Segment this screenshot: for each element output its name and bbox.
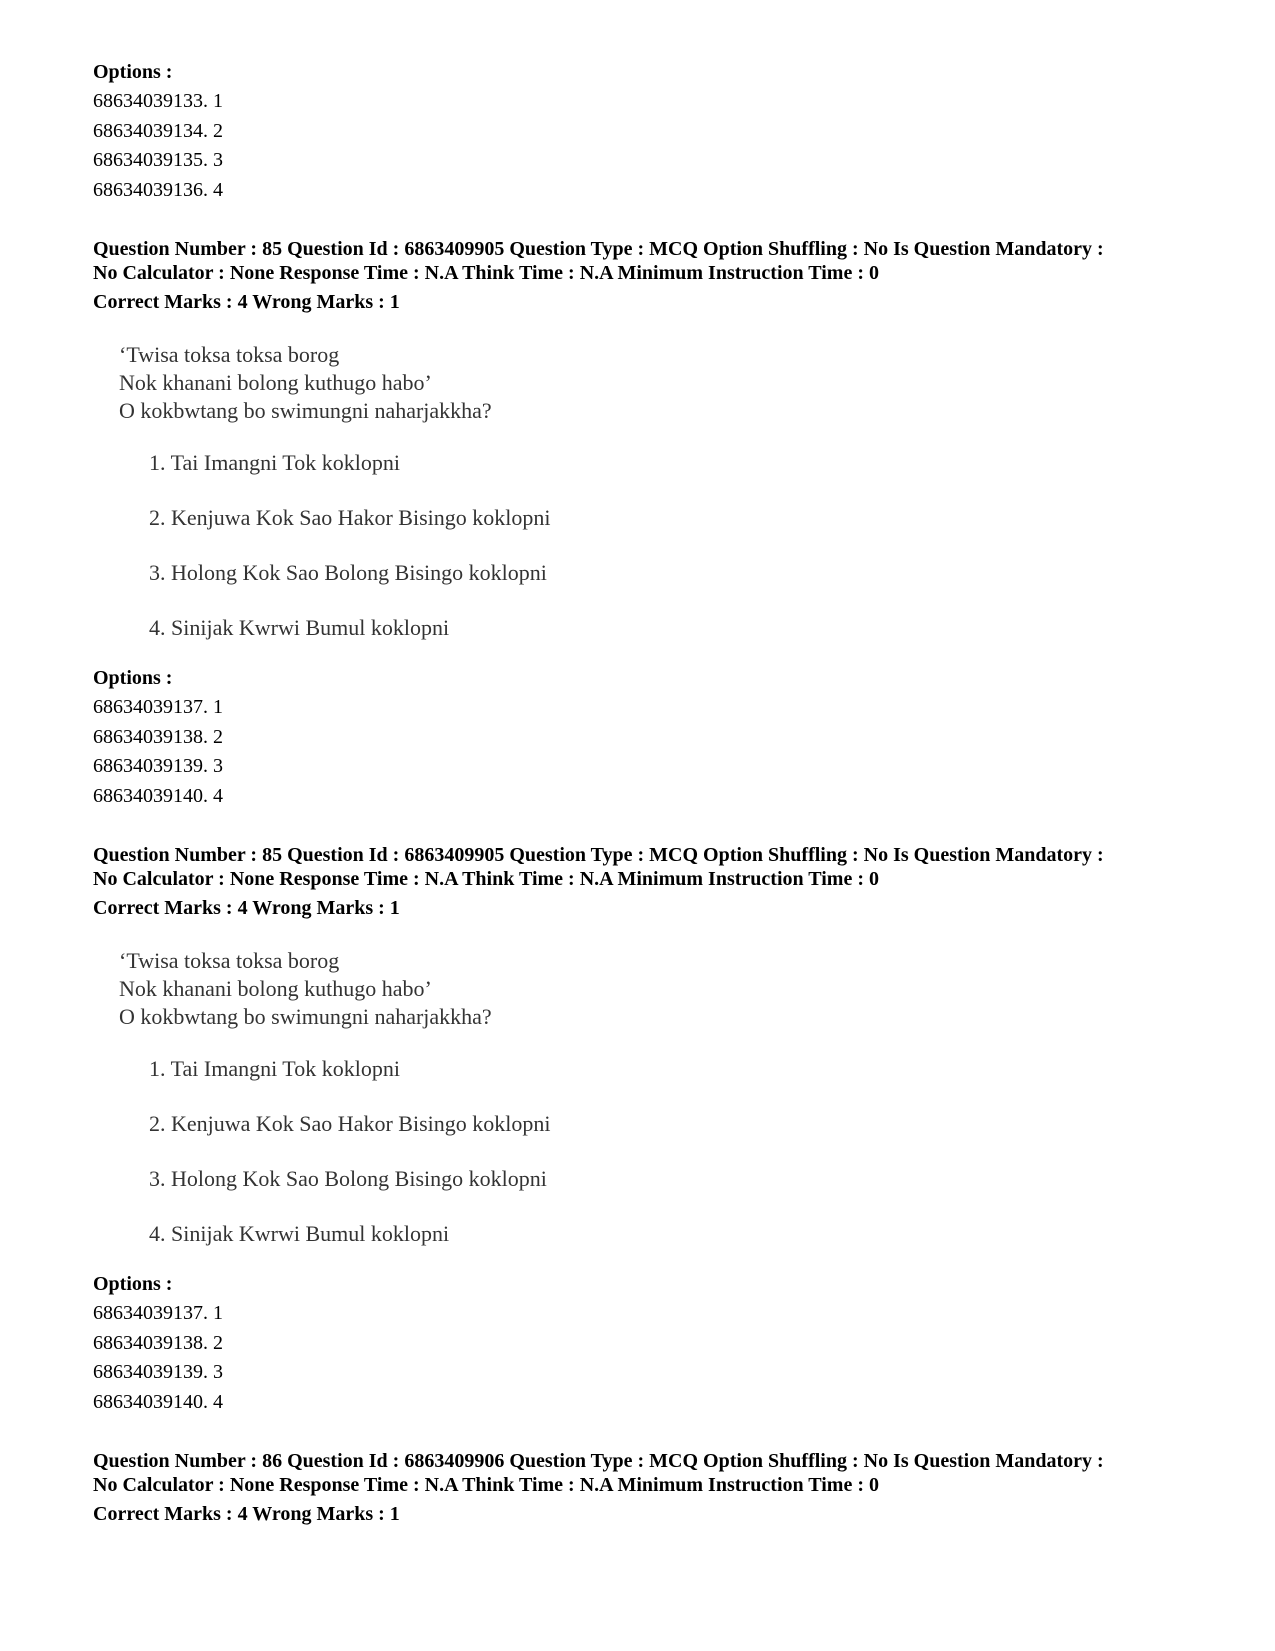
choice-item: 2. Kenjuwa Kok Sao Hakor Bisingo koklopni	[149, 1111, 551, 1136]
poem-line: O kokbwtang bo swimungni naharjakkha?	[119, 1004, 492, 1029]
options-block	[93, 664, 1213, 811]
choice-item: 3. Holong Kok Sao Bolong Bisingo koklopni	[149, 560, 547, 585]
question-block	[93, 1449, 1213, 1529]
question-marks: Correct Marks : 4 Wrong Marks : 1	[93, 1503, 400, 1525]
question-header-line2: No Calculator : None Response Time : N.A Think Time : N.A Minimum Instruction Time : 0	[93, 1474, 879, 1496]
question-header-line1: Question Number : 85 Question Id : 6863409905 Question Type : MCQ Option Shuffling : No Is Question Mandatory :	[93, 238, 1104, 260]
poem-line: O kokbwtang bo swimungni naharjakkha?	[119, 398, 492, 423]
option-item: 68634039137. 1	[93, 696, 223, 718]
option-item: 68634039138. 2	[93, 1331, 223, 1354]
options-label: Options :	[93, 667, 173, 689]
option-item: 68634039134. 2	[93, 119, 223, 142]
document-page	[93, 58, 1213, 1529]
option-item: 68634039140. 4	[93, 784, 223, 807]
poem-line: ‘Twisa toksa toksa borog	[119, 948, 340, 973]
options-label: Options :	[93, 1273, 173, 1295]
question-header-line1: Question Number : 86 Question Id : 6863409906 Question Type : MCQ Option Shuffling : No Is Question Mandatory :	[93, 1450, 1104, 1472]
question-block	[93, 843, 1213, 1417]
option-item: 68634039135. 3	[93, 149, 223, 171]
choice-item: 4. Sinijak Kwrwi Bumul koklopni	[149, 615, 450, 640]
options-block	[93, 1270, 1213, 1417]
option-item: 68634039137. 1	[93, 1302, 223, 1324]
question-header-line2: No Calculator : None Response Time : N.A Think Time : N.A Minimum Instruction Time : 0	[93, 868, 879, 890]
question-block	[93, 237, 1213, 811]
option-item: 68634039136. 4	[93, 178, 223, 201]
option-item: 68634039133. 1	[93, 90, 223, 112]
options-label: Options :	[93, 61, 173, 83]
poem-line: Nok khanani bolong kuthugo habo’	[119, 370, 432, 395]
question-header-line1: Question Number : 85 Question Id : 6863409905 Question Type : MCQ Option Shuffling : No Is Question Mandatory :	[93, 844, 1104, 866]
question-image	[119, 947, 1213, 1248]
question-marks: Correct Marks : 4 Wrong Marks : 1	[93, 291, 400, 313]
poem-line: ‘Twisa toksa toksa borog	[119, 342, 340, 367]
option-item: 68634039138. 2	[93, 725, 223, 748]
choice-item: 3. Holong Kok Sao Bolong Bisingo koklopni	[149, 1166, 547, 1191]
choice-item: 1. Tai Imangni Tok koklopni	[149, 1056, 400, 1081]
question-marks: Correct Marks : 4 Wrong Marks : 1	[93, 897, 400, 919]
question-header-line2: No Calculator : None Response Time : N.A Think Time : N.A Minimum Instruction Time : 0	[93, 262, 879, 284]
question-image	[119, 341, 1213, 642]
choice-item: 4. Sinijak Kwrwi Bumul koklopni	[149, 1221, 450, 1246]
option-item: 68634039139. 3	[93, 755, 223, 777]
choice-item: 2. Kenjuwa Kok Sao Hakor Bisingo koklopni	[149, 505, 551, 530]
option-item: 68634039139. 3	[93, 1361, 223, 1383]
option-item: 68634039140. 4	[93, 1390, 223, 1413]
options-block-top	[93, 58, 1213, 205]
choice-item: 1. Tai Imangni Tok koklopni	[149, 450, 400, 475]
poem-line: Nok khanani bolong kuthugo habo’	[119, 976, 432, 1001]
